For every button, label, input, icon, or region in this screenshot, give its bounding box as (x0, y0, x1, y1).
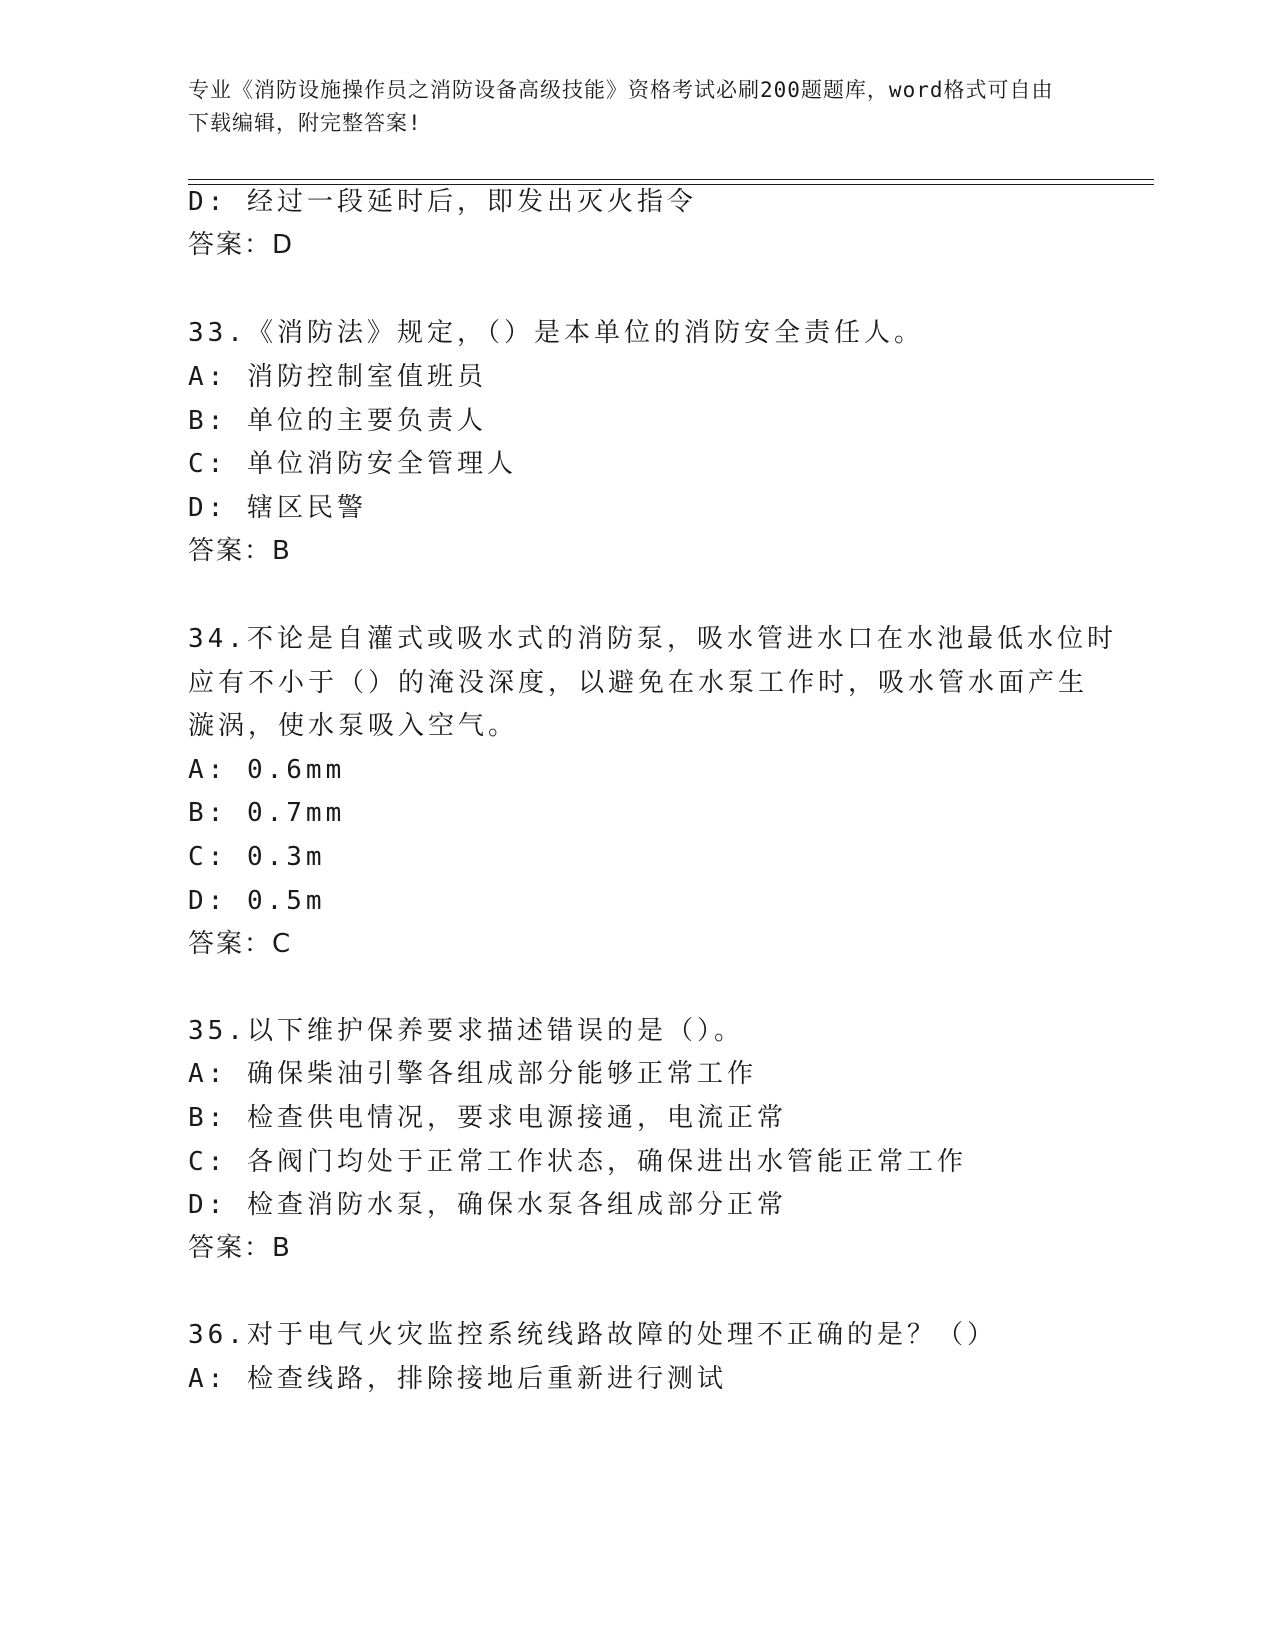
option-d: D: 经过一段延时后，即发出灭火指令 (188, 187, 697, 217)
question-stem: 36.对于电气火灾监控系统线路故障的处理不正确的是？（） (188, 1320, 997, 1350)
option-b: B: 0.7mm (188, 798, 346, 828)
answer: 答案：D (188, 230, 295, 260)
question-stem-continued: 应有不小于（）的淹没深度，以避免在水泵工作时，吸水管水面产生 (188, 668, 1089, 698)
option-a: A: 检查线路，排除接地后重新进行测试 (188, 1364, 727, 1394)
answer: 答案：B (188, 1233, 292, 1263)
option-a: A: 消防控制室值班员 (188, 362, 487, 392)
option-a: A: 0.6mm (188, 755, 346, 785)
option-d: D: 辖区民警 (188, 493, 367, 523)
option-c: C: 单位消防安全管理人 (188, 449, 517, 479)
option-c: C: 各阀门均处于正常工作状态，确保进出水管能正常工作 (188, 1147, 967, 1177)
header-divider (188, 179, 1154, 185)
question-stem: 35.以下维护保养要求描述错误的是（）。 (188, 1016, 744, 1046)
page-header: 专业《消防设施操作员之消防设备高级技能》资格考试必刷200题题库，word格式可自由下载编辑，附完整答案! (188, 78, 1054, 135)
option-a: A: 确保柴油引擎各组成部分能够正常工作 (188, 1059, 757, 1089)
answer: 答案：B (188, 536, 292, 566)
question-stem-continued: 漩涡，使水泵吸入空气。 (188, 711, 519, 741)
question-stem: 34.不论是自灌式或吸水式的消防泵，吸水管进水口在水池最低水位时 (188, 624, 1117, 654)
option-b: B: 单位的主要负责人 (188, 406, 487, 436)
option-d: D: 0.5m (188, 886, 326, 916)
answer: 答案：C (188, 929, 293, 959)
option-d: D: 检查消防水泵，确保水泵各组成部分正常 (188, 1190, 787, 1220)
question-stem: 33.《消防法》规定，（）是本单位的消防安全责任人。 (188, 318, 924, 348)
option-b: B: 检查供电情况，要求电源接通，电流正常 (188, 1103, 787, 1133)
option-c: C: 0.3m (188, 842, 326, 872)
